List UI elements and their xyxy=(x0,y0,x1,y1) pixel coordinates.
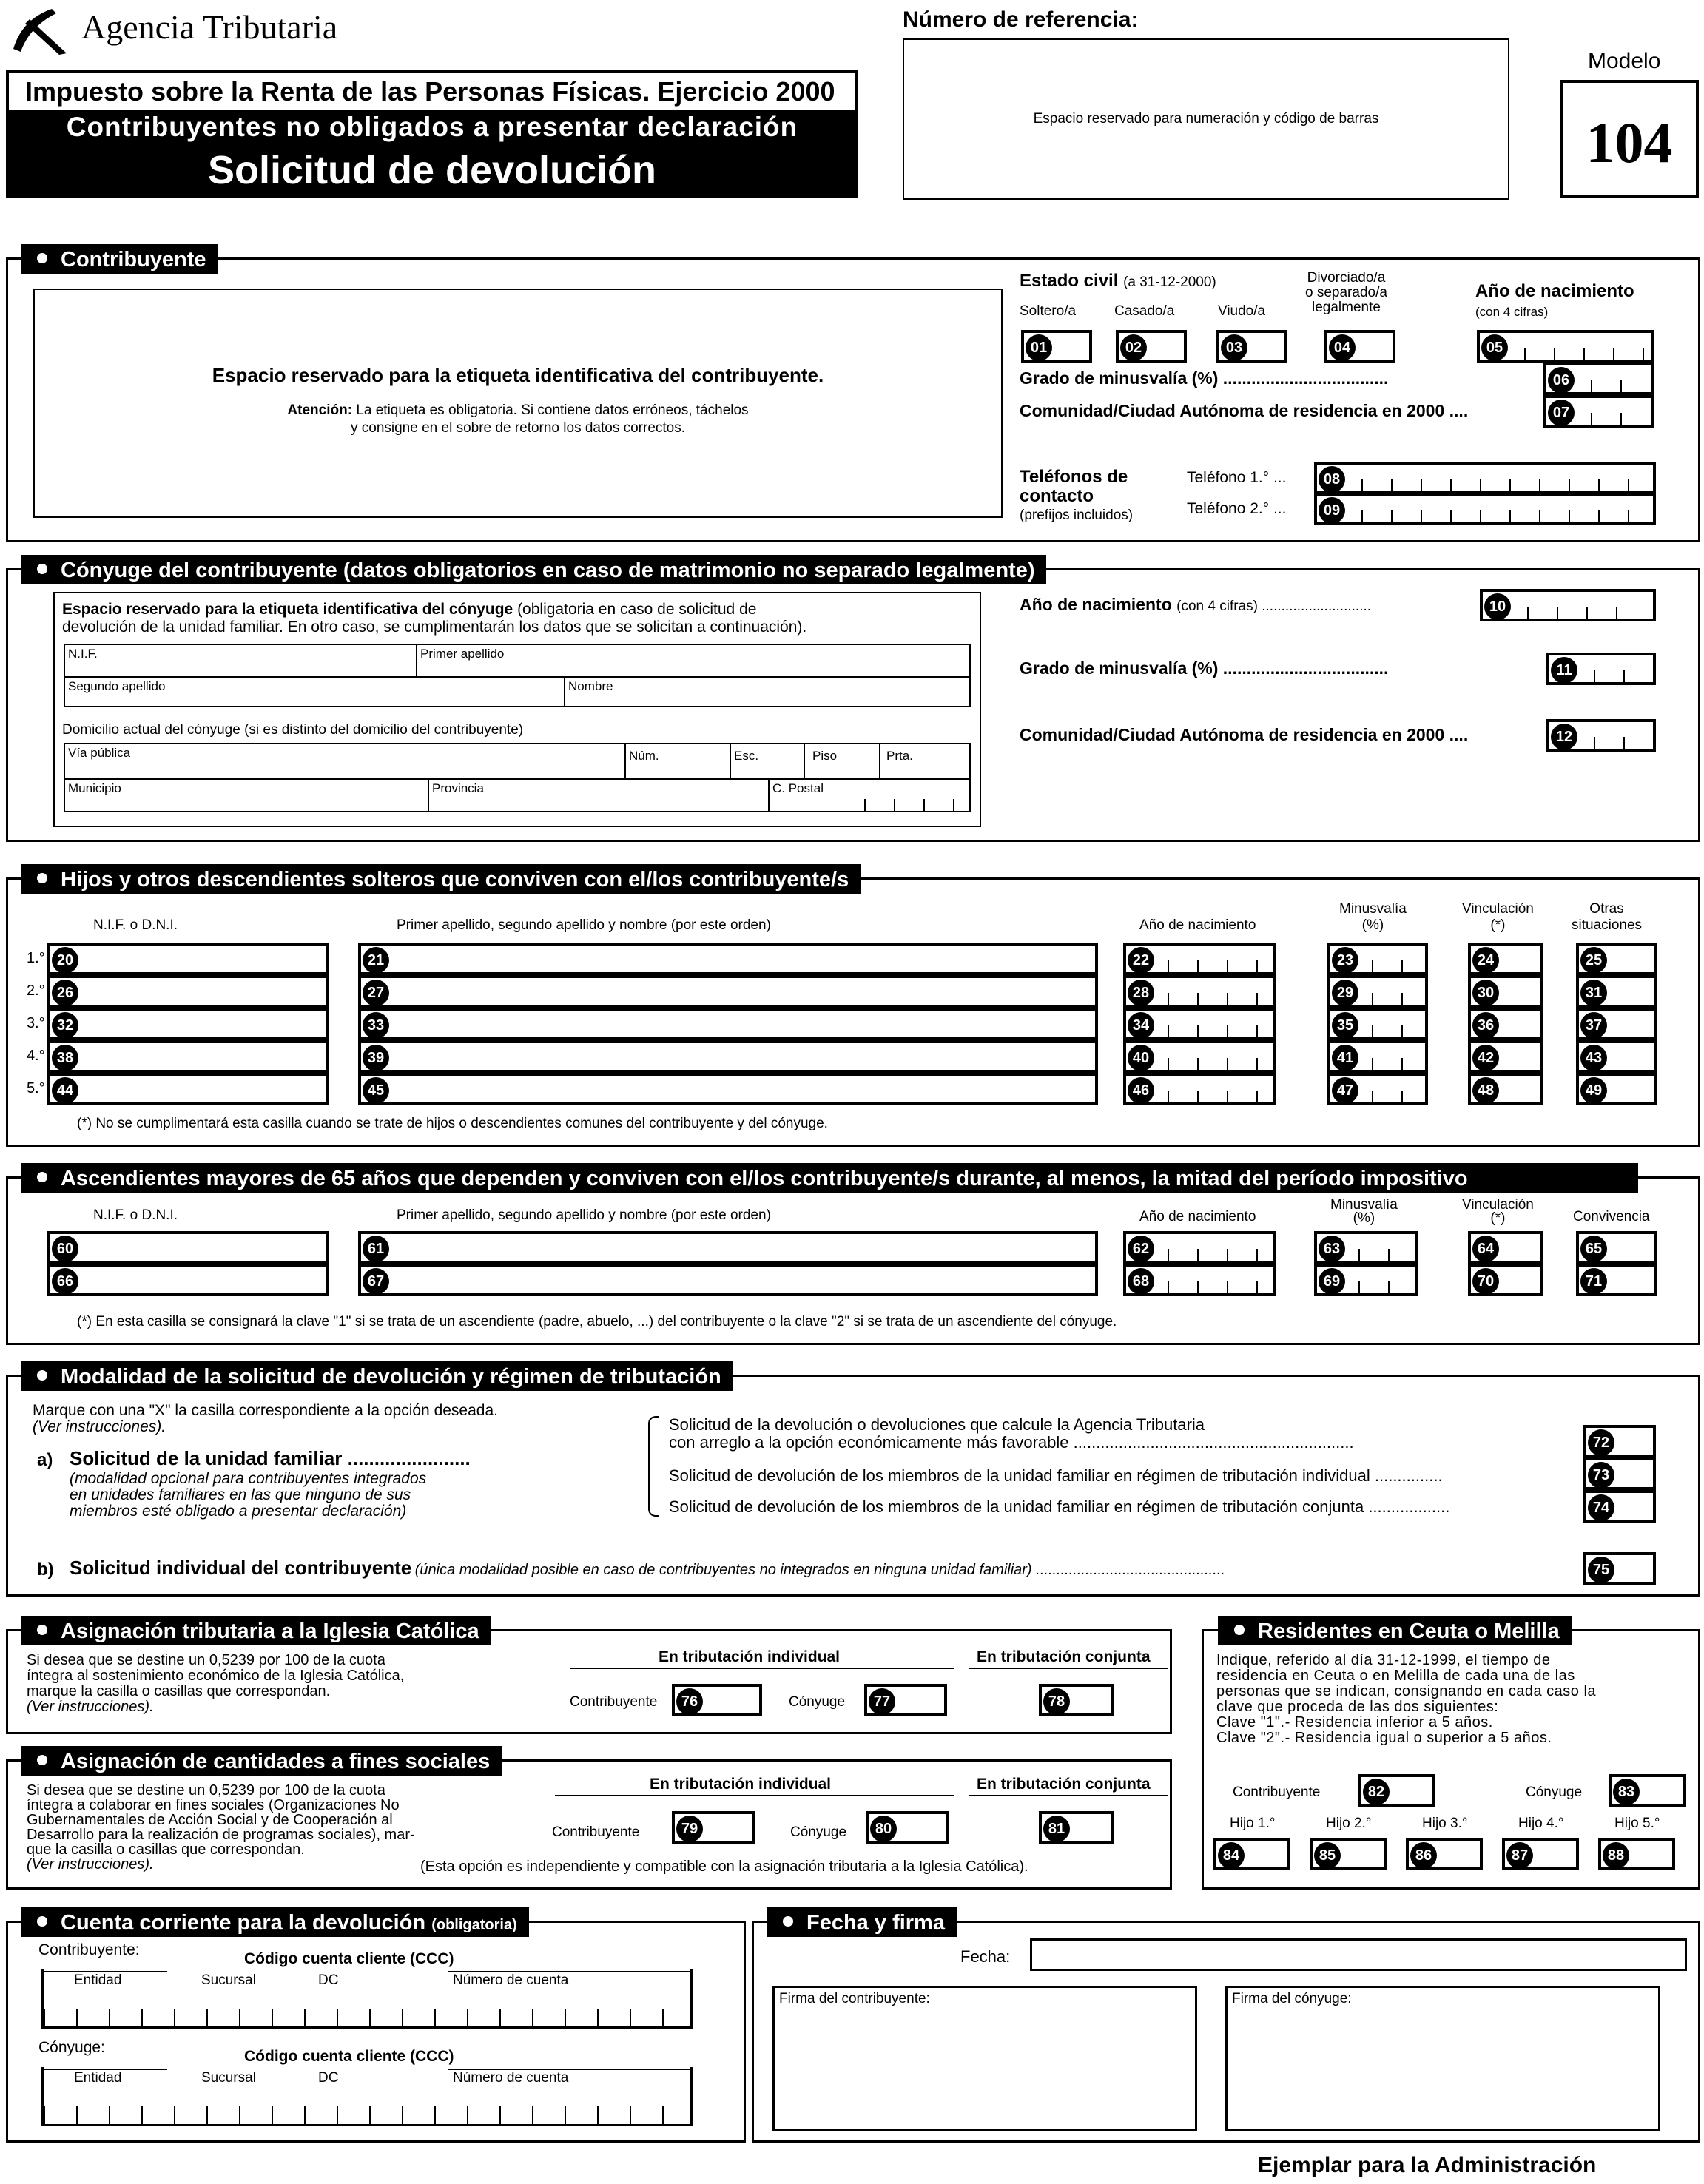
hijo-box-43[interactable]: 43 xyxy=(1576,1040,1657,1073)
section-title-modalidad: Modalidad de la solicitud de devolución y régimen de tributación xyxy=(21,1361,733,1391)
domicilio-label: Domicilio actual del cónyuge (si es distinto del domicilio del contribuyente) xyxy=(62,722,524,738)
hijo-row-number: 1.° xyxy=(27,950,45,966)
firma-cony-label: Firma del cónyuge: xyxy=(1232,1991,1352,2006)
ceuta-box-88[interactable]: 88 xyxy=(1598,1838,1675,1870)
bullet-icon xyxy=(1234,1625,1245,1635)
divorciado-label: Divorciado/a o separado/a legalmente xyxy=(1305,270,1387,315)
hijo-box-35[interactable]: 35 xyxy=(1327,1008,1428,1040)
asc-box-64[interactable]: 64 xyxy=(1468,1231,1543,1264)
brace xyxy=(648,1416,659,1517)
hijo-box-25[interactable]: 25 xyxy=(1576,943,1657,975)
firma-contrib-label: Firma del contribuyente: xyxy=(779,1991,930,2006)
bullet-icon xyxy=(37,1625,47,1635)
section-title-iglesia: Asignación tributaria a la Iglesia Católica xyxy=(21,1616,491,1645)
agency-name: Agencia Tributaria xyxy=(81,8,338,46)
hijo-box-47[interactable]: 47 xyxy=(1327,1073,1428,1105)
bullet-icon xyxy=(37,1916,47,1927)
nombre-field[interactable]: Nombre xyxy=(568,679,613,693)
hijo-box-26[interactable]: 26 xyxy=(47,975,329,1008)
box-10[interactable]: 10 xyxy=(1480,589,1656,621)
agency-logo xyxy=(7,4,74,56)
ccc-contribuyente-box[interactable] xyxy=(41,1969,693,2029)
hijo-box-24[interactable]: 24 xyxy=(1468,943,1543,975)
iglesia-text: Si desea que se destine un 0,5239 por 100 de la cuota íntegra al sostenimiento económico de la Iglesia Católica, marque la casilla o casillas que correspondan. (Ver instrucciones). xyxy=(27,1652,405,1715)
municipio-field[interactable]: Municipio xyxy=(68,781,121,795)
hijo-box-42[interactable]: 42 xyxy=(1468,1040,1543,1073)
tel2-label: Teléfono 2.° ... xyxy=(1187,500,1287,517)
hijo-box-27[interactable]: 27 xyxy=(358,975,1098,1008)
ceuta-contrib-label: Contribuyente xyxy=(1233,1784,1321,1800)
conyuge-grid-2 xyxy=(64,743,971,812)
fecha-label: Fecha: xyxy=(960,1947,1011,1966)
cony-ano-label: Año de nacimiento (con 4 cifras) ............................ xyxy=(1020,595,1372,614)
soltero-label: Soltero/a xyxy=(1020,303,1077,319)
section-title-fines: Asignación de cantidades a fines sociales xyxy=(21,1746,502,1776)
asc-box-66[interactable]: 66 xyxy=(47,1264,329,1296)
ceuta-hijo-label: Hijo 3.° xyxy=(1422,1816,1468,1831)
ceuta-hijo-label: Hijo 2.° xyxy=(1326,1816,1372,1831)
box-09[interactable]: 09 xyxy=(1314,493,1656,525)
hijo-row-number: 3.° xyxy=(27,1015,45,1031)
ccc-heading: Código cuenta cliente (CCC) xyxy=(244,2048,454,2065)
box-79[interactable]: 79 xyxy=(672,1811,755,1844)
hijo-box-34[interactable]: 34 xyxy=(1123,1008,1276,1040)
hijo-box-33[interactable]: 33 xyxy=(358,1008,1098,1040)
section-title-contribuyente: Contribuyente xyxy=(21,244,218,274)
hijo-box-20[interactable]: 20 xyxy=(47,943,329,975)
hijo-box-31[interactable]: 31 xyxy=(1576,975,1657,1008)
ceuta-box-85[interactable]: 85 xyxy=(1310,1838,1387,1870)
comunidad-label: Comunidad/Ciudad Autónoma de residencia en 2000 .... xyxy=(1020,401,1469,420)
fines-contrib-label: Contribuyente xyxy=(552,1824,640,1840)
modelo-label: Modelo xyxy=(1588,49,1661,73)
bullet-icon xyxy=(37,1370,47,1381)
hijo-box-46[interactable]: 46 xyxy=(1123,1073,1276,1105)
form-title-box xyxy=(6,70,858,198)
hijos-col-otras: Otras situaciones xyxy=(1572,901,1643,933)
box-11[interactable]: 11 xyxy=(1546,653,1656,685)
ano-nac-label: Año de nacimiento xyxy=(1475,281,1634,301)
agency-logo-icon xyxy=(7,4,74,56)
fines-individual-head: En tributación individual xyxy=(650,1776,832,1793)
telefonos-label: Teléfonos de contacto (prefijos incluidos) xyxy=(1020,467,1134,523)
box-07[interactable]: 07 xyxy=(1543,395,1654,428)
cpostal-field[interactable]: C. Postal xyxy=(772,781,824,795)
asc-box-60[interactable]: 60 xyxy=(47,1231,329,1264)
ceuta-box-87[interactable]: 87 xyxy=(1502,1838,1579,1870)
hijo-box-32[interactable]: 32 xyxy=(47,1008,329,1040)
hijo-box-28[interactable]: 28 xyxy=(1123,975,1276,1008)
fines-conyuge-label: Cónyuge xyxy=(790,1824,847,1840)
opcion-b-text: Solicitud individual del contribuyente (única modalidad posible en caso de contribuyentes no integrados en ninguna unidad familiar) .............................................. xyxy=(70,1557,1225,1579)
form-title-line2: Contribuyentes no obligados a presentar declaración xyxy=(9,110,855,144)
hijo-box-41[interactable]: 41 xyxy=(1327,1040,1428,1073)
box-77[interactable]: 77 xyxy=(864,1684,947,1716)
estado-civil-label: Estado civil (a 31-12-2000) xyxy=(1020,271,1216,291)
iglesia-contrib-label: Contribuyente xyxy=(570,1694,658,1710)
section-title-conyuge: Cónyuge del contribuyente (datos obligatorios en caso de matrimonio no separado legalmente) xyxy=(21,555,1046,584)
num-field[interactable]: Núm. xyxy=(629,749,659,763)
box-73[interactable]: 73 xyxy=(1583,1457,1656,1490)
marque-text: Marque con una "X" la casilla correspondiente a la opción deseada. (Ver instrucciones). xyxy=(33,1402,498,1435)
asc-box-63[interactable]: 63 xyxy=(1314,1231,1418,1264)
prta-field[interactable]: Prta. xyxy=(886,749,913,763)
piso-field[interactable]: Piso xyxy=(812,749,838,763)
section-title-cuenta: Cuenta corriente para la devolución (obligatoria) xyxy=(21,1907,529,1937)
nif-field[interactable]: N.I.F. xyxy=(68,647,98,661)
iglesia-conyuge-label: Cónyuge xyxy=(789,1694,846,1710)
hijo-box-38[interactable]: 38 xyxy=(47,1040,329,1073)
box-76[interactable]: 76 xyxy=(672,1684,762,1716)
opt1-text: Solicitud de la devolución o devoluciones que calcule la Agencia Tributaria con arreglo a la opción económicamente más favorable .............................................................. xyxy=(669,1415,1354,1452)
via-field[interactable]: Vía pública xyxy=(68,746,131,760)
form-title-line1: Impuesto sobre la Renta de las Personas Físicas. Ejercicio 2000 xyxy=(25,76,835,107)
ccc-sucursal: Sucursal xyxy=(201,2070,256,2086)
firma-conyuge-box[interactable] xyxy=(1225,1986,1660,2131)
ccc-heading: Código cuenta cliente (CCC) xyxy=(244,1950,454,1967)
hijo-box-40[interactable]: 40 xyxy=(1123,1040,1276,1073)
footer-copy: Ejemplar para la Administración xyxy=(1258,2153,1597,2177)
opcion-b-label: b) xyxy=(37,1560,54,1580)
asc-col-vinc: Vinculación (*) xyxy=(1462,1197,1534,1226)
ccc-dc: DC xyxy=(318,2070,339,2086)
hijo-row-number: 2.° xyxy=(27,983,45,999)
asc-box-67[interactable]: 67 xyxy=(358,1264,1098,1296)
ceuta-text: Indique, referido al día 31-12-1999, el tiempo de residencia en Ceuta o en Melilla de cada una de las personas que se indican, consignando en cada caso la clave que proceda de las dos siguientes: Clave "1".- Residencia inferior a 5 años. Clave "2".- Residencia igual o superior a 5 años. xyxy=(1216,1652,1597,1746)
modelo-box xyxy=(1560,80,1699,198)
hijos-note: (*) No se cumplimentará esta casilla cuando se trate de hijos o descendientes comunes del contribuyente y del cónyuge. xyxy=(77,1116,828,1131)
box-08[interactable]: 08 xyxy=(1314,462,1656,494)
box-82[interactable]: 82 xyxy=(1358,1774,1435,1807)
hijos-col-nif: N.I.F. o D.N.I. xyxy=(93,917,178,933)
asc-col-minus: Minusvalía (%) xyxy=(1330,1197,1398,1226)
tel1-label: Teléfono 1.° ... xyxy=(1187,469,1287,486)
hijo-box-30[interactable]: 30 xyxy=(1468,975,1543,1008)
hijo-row-number: 4.° xyxy=(27,1048,45,1064)
minusvalia-label: Grado de minusvalía (%) ................................... xyxy=(1020,368,1389,388)
ceuta-hijo-label: Hijo 1.° xyxy=(1230,1816,1276,1831)
box-12[interactable]: 12 xyxy=(1546,719,1656,752)
atencion-text: Atención: La etiqueta es obligatoria. Si contiene datos erróneos, táchelos xyxy=(287,402,749,418)
asc-col-nif: N.I.F. o D.N.I. xyxy=(93,1207,178,1223)
opcion-a-label: a) xyxy=(37,1450,53,1470)
asc-box-68[interactable]: 68 xyxy=(1123,1264,1276,1296)
box-04[interactable]: 04 xyxy=(1324,330,1395,363)
ccc-contribuyente-label: Contribuyente: xyxy=(38,1941,140,1958)
hijo-box-45[interactable]: 45 xyxy=(358,1073,1098,1105)
bullet-icon xyxy=(37,1172,47,1182)
hijo-box-48[interactable]: 48 xyxy=(1468,1073,1543,1105)
ccc-dc: DC xyxy=(318,1972,339,1988)
conyuge-label-text: Espacio reservado para la etiqueta identificativa del cónyuge (obligatoria en caso de solicitud de devolución de la unidad familiar. En otro caso, se cumplimentarán los datos que se solicitan a continuación). xyxy=(62,601,807,636)
ceuta-box-84[interactable]: 84 xyxy=(1213,1838,1290,1870)
bullet-icon xyxy=(37,1755,47,1765)
viudo-label: Viudo/a xyxy=(1218,303,1266,319)
box-81[interactable]: 81 xyxy=(1039,1811,1114,1844)
fines-text: Si desea que se destine un 0,5239 por 100 de la cuota íntegra a colaborar en fines sociales (Organizaciones No Gubernamentales de Acción Social y de Cooperación al Desarrollo para la realización de programas sociales), mar- que la casilla o casillas que correspondan. (Ver instrucciones). xyxy=(27,1782,415,1873)
box-74[interactable]: 74 xyxy=(1583,1490,1656,1523)
hijo-row-number: 5.° xyxy=(27,1080,45,1096)
ref-box[interactable] xyxy=(903,38,1509,200)
hijo-box-22[interactable]: 22 xyxy=(1123,943,1276,975)
iglesia-conjunta-head: En tributación conjunta xyxy=(977,1648,1151,1665)
modelo-number: 104 xyxy=(1586,110,1673,175)
casado-label: Casado/a xyxy=(1114,303,1175,319)
ref-space-text: Espacio reservado para numeración y código de barras xyxy=(1033,111,1379,127)
conyuge-grid-1 xyxy=(64,644,971,707)
hijo-box-49[interactable]: 49 xyxy=(1576,1073,1657,1105)
ccc-numero: Número de cuenta xyxy=(453,1972,569,1988)
hijos-col-nombre: Primer apellido, segundo apellido y nombre (por este orden) xyxy=(397,917,771,933)
esc-field[interactable]: Esc. xyxy=(734,749,759,763)
ref-label: Número de referencia: xyxy=(903,7,1139,32)
provincia-field[interactable]: Provincia xyxy=(432,781,484,795)
asc-col-nombre: Primer apellido, segundo apellido y nombre (por este orden) xyxy=(397,1207,771,1223)
box-72[interactable]: 72 xyxy=(1583,1425,1656,1457)
fines-conjunta-head: En tributación conjunta xyxy=(977,1776,1151,1793)
bullet-icon xyxy=(37,253,47,263)
box-83[interactable]: 83 xyxy=(1609,1774,1686,1807)
asc-col-conv: Convivencia xyxy=(1573,1209,1650,1224)
box-78[interactable]: 78 xyxy=(1039,1684,1114,1716)
opcion-a-sub: (modalidad opcional para contribuyentes integrados en unidades familiares en las que ninguno de sus miembros esté obligado a presentar declaración) xyxy=(70,1470,427,1520)
box-01[interactable]: 01 xyxy=(1021,330,1092,363)
hijos-col-minus: Minusvalía (%) xyxy=(1339,901,1407,933)
form-title-line3: Solicitud de devolución xyxy=(9,144,855,198)
bullet-icon xyxy=(37,873,47,883)
hijos-col-vinc: Vinculación (*) xyxy=(1462,901,1534,933)
contribuyente-label-space[interactable] xyxy=(33,289,1003,518)
fecha-input[interactable] xyxy=(1030,1938,1687,1971)
asc-box-65[interactable]: 65 xyxy=(1576,1231,1657,1264)
asc-box-69[interactable]: 69 xyxy=(1314,1264,1418,1296)
primer-apellido-field[interactable]: Primer apellido xyxy=(420,647,505,661)
ccc-entidad: Entidad xyxy=(74,2070,122,2086)
hijo-box-21[interactable]: 21 xyxy=(358,943,1098,975)
section-title-hijos: Hijos y otros descendientes solteros que conviven con el/los contribuyente/s xyxy=(21,864,861,894)
hijo-box-36[interactable]: 36 xyxy=(1468,1008,1543,1040)
opcion-a-title: Solicitud de la unidad familiar ....................... xyxy=(70,1447,471,1469)
hijo-box-44[interactable]: 44 xyxy=(47,1073,329,1105)
ccc-sucursal: Sucursal xyxy=(201,1972,256,1988)
cony-comunidad-label: Comunidad/Ciudad Autónoma de residencia en 2000 .... xyxy=(1020,725,1469,744)
ceuta-conyuge-label: Cónyuge xyxy=(1526,1784,1583,1800)
asc-col-ano: Año de nacimiento xyxy=(1139,1209,1256,1224)
ccc-entidad: Entidad xyxy=(74,1972,122,1988)
section-title-ascendientes: Ascendientes mayores de 65 años que dependen y conviven con el/los contribuyente/s durante, al menos, la mitad del período impositivo xyxy=(21,1163,1638,1193)
hijo-box-39[interactable]: 39 xyxy=(358,1040,1098,1073)
ceuta-box-86[interactable]: 86 xyxy=(1406,1838,1483,1870)
bullet-icon xyxy=(783,1916,793,1927)
section-title-firma: Fecha y firma xyxy=(767,1907,957,1937)
asc-box-62[interactable]: 62 xyxy=(1123,1231,1276,1264)
ccc-numero: Número de cuenta xyxy=(453,2070,569,2086)
box-03[interactable]: 03 xyxy=(1216,330,1287,363)
ano-nac-sub: (con 4 cifras) xyxy=(1475,305,1549,319)
iglesia-individual-head: En tributación individual xyxy=(659,1648,841,1665)
box-05[interactable]: 05 xyxy=(1477,330,1654,363)
section-title-ceuta: Residentes en Ceuta o Melilla xyxy=(1218,1616,1572,1645)
opt2-text: Solicitud de devolución de los miembros de la unidad familiar en régimen de tributación individual ............... xyxy=(669,1466,1443,1485)
hijo-box-37[interactable]: 37 xyxy=(1576,1008,1657,1040)
hijo-box-29[interactable]: 29 xyxy=(1327,975,1428,1008)
box-75[interactable]: 75 xyxy=(1583,1552,1656,1585)
fines-compat: (Esta opción es independiente y compatible con la asignación tributaria a la Iglesia Católica). xyxy=(420,1858,1028,1875)
bullet-icon xyxy=(37,564,47,574)
box-06[interactable]: 06 xyxy=(1543,363,1654,395)
box-02[interactable]: 02 xyxy=(1116,330,1187,363)
opt3-text: Solicitud de devolución de los miembros de la unidad familiar en régimen de tributación conjunta .................. xyxy=(669,1497,1450,1516)
ceuta-hijo-label: Hijo 5.° xyxy=(1614,1816,1660,1831)
ccc-conyuge-label: Cónyuge: xyxy=(38,2039,105,2056)
cony-minusvalia-label: Grado de minusvalía (%) ................................... xyxy=(1020,658,1389,678)
ceuta-hijo-label: Hijo 4.° xyxy=(1518,1816,1564,1831)
asc-box-61[interactable]: 61 xyxy=(358,1231,1098,1264)
firma-contribuyente-box[interactable] xyxy=(772,1986,1197,2131)
ccc-conyuge-box[interactable] xyxy=(41,2067,693,2126)
asc-note: (*) En esta casilla se consignará la clave "1" si se trata de un ascendiente (padre, abuelo, ...) del contribuyente o la clave "2" si se trata de un ascendiente del cónyuge. xyxy=(77,1314,1117,1329)
hijos-col-ano: Año de nacimiento xyxy=(1139,917,1256,933)
segundo-apellido-field[interactable]: Segundo apellido xyxy=(68,679,166,693)
atencion-text2: y consigne en el sobre de retorno los datos correctos. xyxy=(350,420,686,436)
label-space-text: Espacio reservado para la etiqueta identificativa del contribuyente. xyxy=(212,364,824,386)
asc-box-71[interactable]: 71 xyxy=(1576,1264,1657,1296)
hijo-box-23[interactable]: 23 xyxy=(1327,943,1428,975)
box-80[interactable]: 80 xyxy=(866,1811,949,1844)
asc-box-70[interactable]: 70 xyxy=(1468,1264,1543,1296)
